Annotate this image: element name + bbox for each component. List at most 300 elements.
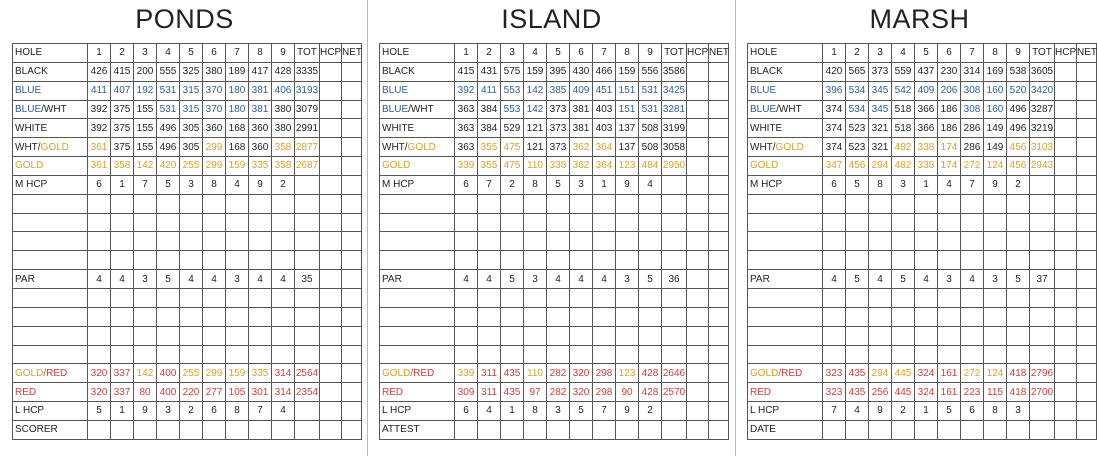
score-cell [1077,175,1097,194]
score-cell [1030,326,1055,345]
score-cell [892,213,915,232]
score-cell: 142 [524,100,547,119]
score-cell: 420 [823,62,846,81]
score-cell: 6 [938,44,961,63]
score-cell [687,307,709,326]
score-cell: 301 [249,383,272,402]
score-cell: 380 [272,100,295,119]
score-cell: 3425 [662,81,687,100]
score-cell: 4 [455,270,478,289]
score-cell [915,420,938,439]
score-row [380,402,729,421]
score-row [380,81,729,100]
score-cell: 159 [226,157,249,176]
score-cell [88,288,111,307]
score-cell [938,288,961,307]
score-cell [961,288,984,307]
score-cell: 299 [203,157,226,176]
score-cell [1077,307,1097,326]
row-label [748,345,823,364]
score-cell: 161 [938,383,961,402]
score-cell: 159 [226,364,249,383]
score-cell [662,402,687,421]
score-cell [915,307,938,326]
score-cell: 411 [88,81,111,100]
score-cell [547,213,570,232]
score-cell: TOT [662,44,687,63]
score-cell [984,345,1007,364]
score-cell [892,420,915,439]
row-label [748,420,823,439]
score-cell: 8 [226,402,249,421]
score-cell [1077,81,1097,100]
score-cell [111,326,134,345]
score-cell [501,345,524,364]
score-cell: 6 [455,175,478,194]
score-cell: 2950 [662,157,687,176]
score-cell [846,194,869,213]
score-cell [662,345,687,364]
score-cell [455,194,478,213]
score-cell [320,232,342,251]
score-cell: 362 [570,138,593,157]
score-row [380,326,729,345]
score-cell [1007,232,1030,251]
score-cell: 400 [157,364,180,383]
row-label-text: HOLE [15,47,43,59]
score-cell [157,288,180,307]
row-label [748,213,823,232]
score-cell: 559 [892,62,915,81]
score-cell [455,307,478,326]
score-cell [1055,138,1077,157]
row-label-text: ATTEST [382,424,420,436]
score-cell: 308 [961,100,984,119]
score-cell: 230 [938,62,961,81]
score-cell: 180 [226,100,249,119]
score-cell [938,345,961,364]
score-cell: 534 [846,100,869,119]
score-row [748,81,1097,100]
score-cell [88,251,111,270]
score-cell [1055,62,1077,81]
row-label-text: M HCP [382,179,415,191]
score-cell [915,251,938,270]
score-cell: 373 [547,138,570,157]
score-cell [1007,345,1030,364]
score-cell [320,383,342,402]
score-cell [1030,213,1055,232]
score-cell [501,307,524,326]
score-cell: 370 [203,81,226,100]
score-cell: 7 [249,402,272,421]
row-label [748,119,823,138]
score-cell [478,420,501,439]
score-row [748,326,1097,345]
score-cell: 1 [915,175,938,194]
score-cell [869,251,892,270]
score-cell [709,251,729,270]
score-cell [892,251,915,270]
row-label-text: GOLD [775,141,804,153]
row-label-text: M HCP [15,179,48,191]
score-cell: 4 [823,270,846,289]
score-cell: 4 [478,402,501,421]
score-cell: 321 [869,119,892,138]
score-cell [1077,232,1097,251]
score-cell [616,326,639,345]
row-label [380,288,455,307]
score-cell [593,420,616,439]
score-cell [524,420,547,439]
row-label [748,232,823,251]
score-cell: 5 [892,270,915,289]
score-cell: NET [1077,44,1097,63]
score-cell [1055,270,1077,289]
score-cell: 6 [203,44,226,63]
score-cell: 5 [88,402,111,421]
score-cell [687,138,709,157]
row-label [748,288,823,307]
score-cell: 430 [570,62,593,81]
score-cell [823,232,846,251]
score-cell: 3 [984,270,1007,289]
score-cell: 2 [501,175,524,194]
score-cell: 355 [478,157,501,176]
score-cell: 142 [524,81,547,100]
score-cell: 4 [892,44,915,63]
score-cell: 496 [1007,100,1030,119]
score-cell [272,194,295,213]
score-row [13,288,362,307]
row-label-text: RED [382,386,404,398]
score-cell [593,194,616,213]
score-cell [547,232,570,251]
score-cell [639,232,662,251]
score-cell: 8 [203,175,226,194]
score-cell: 373 [869,62,892,81]
score-cell: 7 [593,402,616,421]
score-cell: 2 [478,44,501,63]
score-cell [984,232,1007,251]
row-label [13,345,88,364]
score-cell: 361 [88,157,111,176]
score-cell [524,194,547,213]
score-cell [295,251,320,270]
row-label [380,100,455,119]
score-cell: 2991 [295,119,320,138]
score-cell [134,345,157,364]
score-cell: 531 [157,100,180,119]
row-label [13,307,88,326]
score-cell [249,307,272,326]
score-cell [846,420,869,439]
row-label-text: RED [15,386,37,398]
row-label [13,420,88,439]
score-cell [709,270,729,289]
score-cell: 3 [134,270,157,289]
score-cell: 324 [915,383,938,402]
row-label-text: BLUE [750,85,777,97]
score-cell: 338 [915,138,938,157]
score-cell [455,345,478,364]
score-row [748,251,1097,270]
row-label [748,270,823,289]
score-cell [320,345,342,364]
row-label [380,232,455,251]
score-cell: 1 [111,402,134,421]
score-cell [915,326,938,345]
row-label-text: /RED [410,367,435,379]
score-cell: 406 [272,81,295,100]
score-cell [478,213,501,232]
score-row [13,251,362,270]
score-cell [1055,175,1077,194]
score-cell [961,326,984,345]
score-row [380,251,729,270]
score-cell [639,288,662,307]
score-row [380,62,729,81]
score-cell [616,232,639,251]
score-cell: 5 [547,175,570,194]
score-cell: 277 [203,383,226,402]
score-cell [616,420,639,439]
row-label [748,251,823,270]
score-cell: 123 [616,364,639,383]
row-label [748,383,823,402]
score-cell [226,420,249,439]
row-label [13,194,88,213]
score-cell [709,81,729,100]
score-cell: 324 [915,364,938,383]
score-cell: 531 [639,100,662,119]
score-cell [1055,119,1077,138]
score-cell [1077,157,1097,176]
score-cell [709,100,729,119]
score-cell [915,232,938,251]
score-row [380,138,729,157]
score-cell [846,345,869,364]
score-cell [709,307,729,326]
row-label-text: GOLD [382,160,411,172]
score-cell [1077,270,1097,289]
score-cell [320,307,342,326]
score-cell: 339 [455,157,478,176]
score-cell [823,307,846,326]
score-cell: 3 [157,402,180,421]
score-cell: 159 [524,62,547,81]
score-row [748,232,1097,251]
score-cell [478,326,501,345]
score-cell [639,213,662,232]
score-cell [687,213,709,232]
score-cell: 9 [869,402,892,421]
score-cell [1007,288,1030,307]
score-cell [709,420,729,439]
score-cell [1030,288,1055,307]
row-label-text: GOLD [15,160,44,172]
row-label [380,213,455,232]
score-cell: 531 [639,81,662,100]
score-cell: 8 [984,44,1007,63]
row-label [748,138,823,157]
score-cell [342,194,362,213]
row-label [748,175,823,194]
score-cell [984,288,1007,307]
score-cell [639,326,662,345]
score-cell [1007,194,1030,213]
score-cell: 5 [180,44,203,63]
score-cell [687,364,709,383]
row-label [13,232,88,251]
row-label-text: PAR [15,273,35,285]
score-cell [593,345,616,364]
scorecard-island [379,0,729,456]
score-cell [938,232,961,251]
score-cell [593,307,616,326]
score-cell: 339 [455,364,478,383]
row-label-text: BLACK [15,66,48,78]
row-label-text: GOLD [750,367,779,379]
score-cell [1077,383,1097,402]
score-cell [616,251,639,270]
score-cell: 80 [134,383,157,402]
score-cell [547,420,570,439]
score-cell [662,251,687,270]
score-cell: 428 [639,364,662,383]
row-label-text: WHITE [382,122,415,134]
score-cell [823,194,846,213]
score-cell [342,213,362,232]
score-cell [846,307,869,326]
score-cell: 1 [823,44,846,63]
score-cell [570,213,593,232]
score-cell [295,175,320,194]
row-label-text: WHT/ [750,141,776,153]
score-cell: 1 [88,44,111,63]
score-cell [709,157,729,176]
score-cell: 520 [1007,81,1030,100]
score-cell: HCP [320,44,342,63]
score-cell [616,288,639,307]
score-row [13,194,362,213]
score-cell: 5 [846,175,869,194]
score-cell: 160 [984,100,1007,119]
score-row [13,420,362,439]
score-cell [524,232,547,251]
score-cell: 168 [226,119,249,138]
score-cell: 3 [226,270,249,289]
score-cell: 415 [455,62,478,81]
score-cell [111,251,134,270]
score-cell [501,213,524,232]
score-cell [157,345,180,364]
score-row [748,383,1097,402]
score-cell: 2 [272,175,295,194]
score-cell: 3 [616,270,639,289]
score-row [380,420,729,439]
score-cell [892,288,915,307]
score-row [380,307,729,326]
score-row [13,100,362,119]
score-cell: 6 [455,402,478,421]
score-cell [709,213,729,232]
score-row [748,288,1097,307]
score-cell: 220 [180,383,203,402]
score-cell [961,194,984,213]
score-cell: 35 [295,270,320,289]
score-cell [687,232,709,251]
row-label [748,62,823,81]
row-label-text: WHT/ [15,141,41,153]
score-cell: 3 [501,44,524,63]
score-cell [157,232,180,251]
score-cell: 418 [1007,364,1030,383]
score-cell [501,251,524,270]
score-cell: 337 [111,364,134,383]
score-cell: 392 [88,100,111,119]
score-cell: 105 [226,383,249,402]
score-cell: 4 [249,270,272,289]
score-cell [938,251,961,270]
score-cell [249,251,272,270]
score-cell: 2 [846,44,869,63]
score-cell [1077,100,1097,119]
score-cell [320,194,342,213]
score-cell: 2 [111,44,134,63]
score-row [13,364,362,383]
score-cell [938,194,961,213]
score-cell: 315 [180,100,203,119]
score-cell: 286 [961,138,984,157]
score-cell: 1 [455,44,478,63]
score-cell: 299 [203,138,226,157]
score-cell [1055,420,1077,439]
score-cell [709,62,729,81]
score-cell [1055,383,1077,402]
score-cell [1077,119,1097,138]
score-cell [111,232,134,251]
score-cell [1077,213,1097,232]
score-cell: 2 [892,402,915,421]
score-cell [1055,194,1077,213]
score-cell: 482 [892,157,915,176]
score-cell [662,326,687,345]
row-label [380,307,455,326]
score-cell [455,232,478,251]
score-cell [524,307,547,326]
score-cell [709,175,729,194]
scorecard-marsh [747,0,1097,456]
score-cell: 325 [180,62,203,81]
score-cell: 124 [984,364,1007,383]
score-cell [1077,402,1097,421]
score-cell [342,251,362,270]
score-cell [501,420,524,439]
score-cell [249,213,272,232]
score-cell: 4 [593,270,616,289]
score-cell [455,288,478,307]
score-cell [342,288,362,307]
score-cell [869,420,892,439]
score-cell: 321 [869,138,892,157]
score-cell: 3 [570,175,593,194]
score-cell: 3193 [295,81,320,100]
score-cell: 363 [455,100,478,119]
score-cell: 3058 [662,138,687,157]
score-cell: 1 [501,402,524,421]
score-cell: 8 [616,44,639,63]
